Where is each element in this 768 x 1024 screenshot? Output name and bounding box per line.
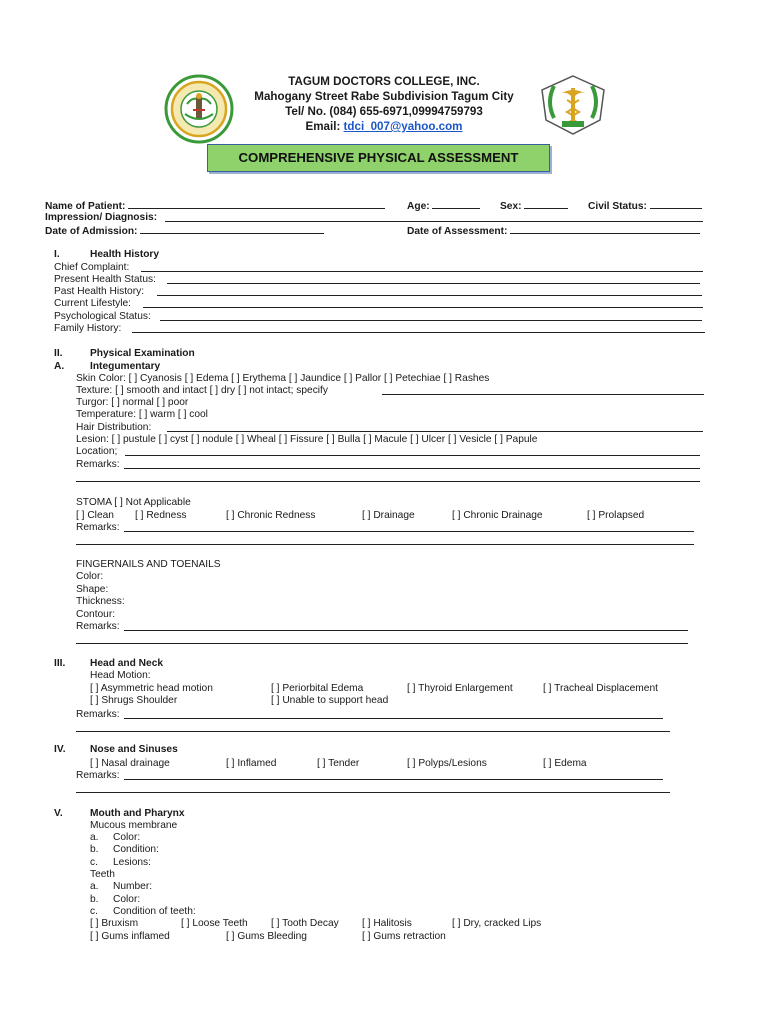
gums-retraction-option: [ ] Gums retraction	[362, 931, 446, 942]
email-link[interactable]: tdci_007@yahoo.com	[343, 120, 463, 133]
teeth-label: Teeth	[90, 869, 115, 880]
chief-complaint-label: Chief Complaint:	[54, 262, 130, 273]
gums-inflamed-option: [ ] Gums inflamed	[90, 931, 170, 942]
temperature-options: Temperature: [ ] warm [ ] cool	[76, 409, 208, 420]
section-4-number: IV.	[54, 744, 66, 755]
age-label: Age:	[407, 199, 480, 213]
integumentary-heading: Integumentary	[90, 361, 161, 372]
school-name: TAGUM DOCTORS COLLEGE, INC.	[288, 75, 480, 88]
physical-examination-heading: Physical Examination	[90, 348, 195, 359]
subsection-a-letter: A.	[54, 361, 65, 372]
nails-title: FINGERNAILS AND TOENAILS	[76, 559, 221, 570]
tooth-decay-option: [ ] Tooth Decay	[271, 918, 339, 929]
polyps-lesions-option: [ ] Polyps/Lesions	[407, 758, 487, 769]
stoma-prolapsed-option: [ ] Prolapsed	[587, 510, 645, 521]
nails-thickness-label: Thickness:	[76, 596, 125, 607]
list-letter-b: b.	[90, 844, 99, 855]
tracheal-displacement-option: [ ] Tracheal Displacement	[543, 683, 658, 694]
bruxism-option: [ ] Bruxism	[90, 918, 139, 929]
nasal-drainage-option: [ ] Nasal drainage	[90, 758, 170, 769]
email-label: Email:	[305, 120, 341, 133]
nails-shape-label: Shape:	[76, 584, 109, 595]
head-neck-heading: Head and Neck	[90, 658, 164, 669]
date-of-assessment-label: Date of Assessment:	[407, 224, 700, 238]
stoma-chronic-redness-option: [ ] Chronic Redness	[226, 510, 316, 521]
stoma-clean-option: [ ] Clean	[76, 510, 114, 521]
civil-status-label: Civil Status:	[588, 199, 702, 213]
list-letter-b-teeth: b.	[90, 894, 99, 905]
periorbital-edema-option: [ ] Periorbital Edema	[271, 683, 364, 694]
school-email-line	[0, 119, 768, 134]
sex-label: Sex:	[500, 199, 568, 213]
impression-diagnosis-label: Impression/ Diagnosis:	[45, 212, 158, 223]
list-letter-a: a.	[90, 832, 99, 843]
nose-edema-option: [ ] Edema	[543, 758, 587, 769]
patient-name-label: Name of Patient:	[45, 199, 385, 213]
thyroid-enlargement-option: [ ] Thyroid Enlargement	[407, 683, 513, 694]
nails-contour-label: Contour:	[76, 609, 116, 620]
nails-color-label: Color:	[76, 571, 104, 582]
head-motion-label: Head Motion:	[90, 670, 151, 681]
gums-bleeding-option: [ ] Gums Bleeding	[226, 931, 307, 942]
stoma-drainage-option: [ ] Drainage	[362, 510, 415, 521]
dry-cracked-lips-option: [ ] Dry, cracked Lips	[452, 918, 542, 929]
shrugs-shoulder-option: [ ] Shrugs Shoulder	[90, 695, 178, 706]
list-letter-a-teeth: a.	[90, 881, 99, 892]
mouth-pharynx-heading: Mouth and Pharynx	[90, 808, 185, 819]
stoma-redness-option: [ ] Redness	[135, 510, 187, 521]
teeth-color-label: Color:	[113, 894, 141, 905]
section-2-number: II.	[54, 348, 63, 359]
mucous-condition-label: Condition:	[113, 844, 159, 855]
school-address: Mahogany Street Rabe Subdivision Tagum City	[254, 90, 514, 103]
location-label: Location;	[76, 446, 118, 457]
mucous-lesions-label: Lesions:	[113, 857, 151, 868]
health-history-heading: Health History	[90, 249, 160, 260]
inflamed-option: [ ] Inflamed	[226, 758, 277, 769]
turgor-options: Turgor: [ ] normal [ ] poor	[76, 397, 189, 408]
stoma-title: STOMA [ ] Not Applicable	[76, 497, 191, 508]
list-letter-c: c.	[90, 857, 98, 868]
date-of-admission-label: Date of Admission:	[45, 224, 324, 238]
condition-of-teeth-label: Condition of teeth:	[113, 906, 196, 917]
present-health-status-label: Present Health Status:	[54, 274, 156, 285]
stoma-chronic-drainage-option: [ ] Chronic Drainage	[452, 510, 543, 521]
section-5-number: V.	[54, 808, 63, 819]
lesion-options: Lesion: [ ] pustule [ ] cyst [ ] nodule [ ] Wheal [ ] Fissure [ ] Bulla [ ] Macule [ ] Ulcer [ ] Vesicle [ ] Papule	[76, 434, 538, 445]
tender-option: [ ] Tender	[317, 758, 360, 769]
current-lifestyle-label: Current Lifestyle:	[54, 298, 132, 309]
halitosis-option: [ ] Halitosis	[362, 918, 412, 929]
teeth-number-label: Number:	[113, 881, 153, 892]
school-telephone: Tel/ No. (084) 655-6971,09994759793	[285, 105, 483, 118]
integumentary-remarks-label: Remarks:	[76, 459, 120, 470]
head-neck-remarks-label: Remarks:	[76, 709, 120, 720]
loose-teeth-option: [ ] Loose Teeth	[181, 918, 248, 929]
hair-distribution-label: Hair Distribution:	[76, 422, 152, 433]
nose-sinuses-heading: Nose and Sinuses	[90, 744, 178, 755]
family-history-label: Family History:	[54, 323, 122, 334]
nose-remarks-label: Remarks:	[76, 770, 120, 781]
section-1-number: I.	[54, 249, 60, 260]
psychological-status-label: Psychological Status:	[54, 311, 151, 322]
unable-support-head-option: [ ] Unable to support head	[271, 695, 389, 706]
nails-remarks-label: Remarks:	[76, 621, 120, 632]
mucous-color-label: Color:	[113, 832, 141, 843]
mucous-membrane-label: Mucous membrane	[90, 820, 178, 831]
asymmetric-head-motion-option: [ ] Asymmetric head motion	[90, 683, 213, 694]
stoma-remarks-label: Remarks:	[76, 522, 120, 533]
texture-options: Texture: [ ] smooth and intact [ ] dry [ ] not intact; specify	[76, 385, 328, 396]
form-title: COMPREHENSIVE PHYSICAL ASSESSMENT	[207, 144, 550, 172]
skin-color-options: Skin Color: [ ] Cyanosis [ ] Edema [ ] Erythema [ ] Jaundice [ ] Pallor [ ] Petechiae [ ] Rashes	[76, 373, 490, 384]
section-3-number: III.	[54, 658, 66, 669]
past-health-history-label: Past Health History:	[54, 286, 145, 297]
list-letter-c-teeth: c.	[90, 906, 98, 917]
